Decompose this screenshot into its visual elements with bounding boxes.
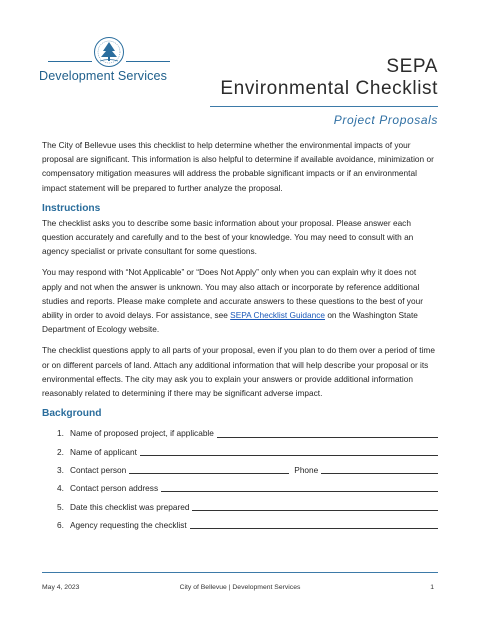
instructions-paragraph-2	[42, 265, 438, 336]
instructions-paragraph-2-text: You may respond with “Not Applicable” or “Does Not Apply” only when you can explain why it does not apply and not when the answer is unknown. You may also attach or incorporate by reference additional studies and reports. Please make complete and accurate answers to these questions to the best of your ability in order to avoid delays. For assistance, see	[42, 267, 423, 321]
footer-date: May 4, 2023	[42, 584, 80, 591]
question-label: Name of proposed project, if applicable	[70, 428, 214, 439]
question-label: Contact person	[70, 464, 127, 475]
instructions-paragraph-2-tail: on the Washington State Department of Ecology website.	[42, 310, 418, 335]
instructions-heading: Instructions	[42, 202, 101, 214]
org-name: Development Services	[39, 69, 167, 83]
phone-label: Phone	[294, 464, 319, 475]
question-requesting-agency	[42, 514, 438, 532]
logo-divider-left	[48, 61, 92, 62]
page-number: 1	[430, 584, 434, 591]
question-label: Date this checklist was prepared	[70, 501, 190, 512]
document-body	[42, 138, 438, 532]
logo-divider-right	[126, 61, 170, 62]
question-label: Agency requesting the checklist	[70, 519, 187, 530]
date-prepared-field[interactable]	[192, 501, 438, 511]
instructions-paragraph-1: The checklist asks you to describe some basic information about your proposal. Please answer each question accurately and carefully and to the best of your knowledge. You may need to consult with an agency specialist or private consultant for some questions.	[42, 217, 414, 257]
document-title	[220, 56, 438, 100]
question-number: 3.	[57, 464, 64, 475]
project-name-field[interactable]	[217, 428, 438, 438]
question-number: 6.	[57, 519, 64, 530]
contact-address-field[interactable]	[161, 482, 438, 492]
intro-paragraph: The City of Bellevue uses this checklist to help determine whether the environmental impacts of your proposal are significant. This information is also helpful to determine if available avoidance, minimization or compensatory mitigation measures will address the probable significant impacts or if an environmental impact statement will be prepared to further analyze the proposal.	[42, 140, 434, 193]
city-logo	[34, 32, 184, 87]
header-divider	[210, 106, 438, 107]
question-date-prepared	[42, 495, 438, 513]
background-heading: Background	[42, 408, 102, 420]
question-number: 4.	[57, 483, 64, 494]
footer-divider	[42, 572, 438, 573]
question-number: 1.	[57, 428, 64, 439]
question-number: 5.	[57, 501, 64, 512]
question-label: Name of applicant	[70, 446, 137, 457]
question-number: 2.	[57, 446, 64, 457]
document-subtitle: Project Proposals	[333, 113, 438, 127]
title-line-1: SEPA	[386, 56, 438, 77]
title-line-2: Environmental Checklist	[220, 78, 438, 99]
contact-person-field[interactable]	[129, 464, 289, 474]
question-project-name	[42, 422, 438, 440]
question-label: Contact person address	[70, 483, 159, 494]
instructions-paragraph-3: The checklist questions apply to all parts of your proposal, even if you plan to do them over a period of time or on different parcels of land. Attach any additional information that will help describe your proposal or its environmental effects. The city may ask you to explain your answers or provide additional information reasonably related to determining if there may be significant adverse impact.	[42, 345, 435, 399]
footer-organization: City of Bellevue | Development Services	[179, 584, 301, 591]
sepa-guidance-link[interactable]: SEPA Checklist Guidance	[230, 310, 326, 321]
phone-field[interactable]	[321, 464, 438, 474]
question-contact-person	[42, 459, 438, 477]
background-questions	[42, 422, 438, 532]
applicant-name-field[interactable]	[140, 446, 438, 456]
city-seal-icon	[93, 36, 125, 68]
question-contact-address	[42, 477, 438, 495]
requesting-agency-field[interactable]	[190, 519, 438, 529]
question-applicant-name	[42, 441, 438, 459]
